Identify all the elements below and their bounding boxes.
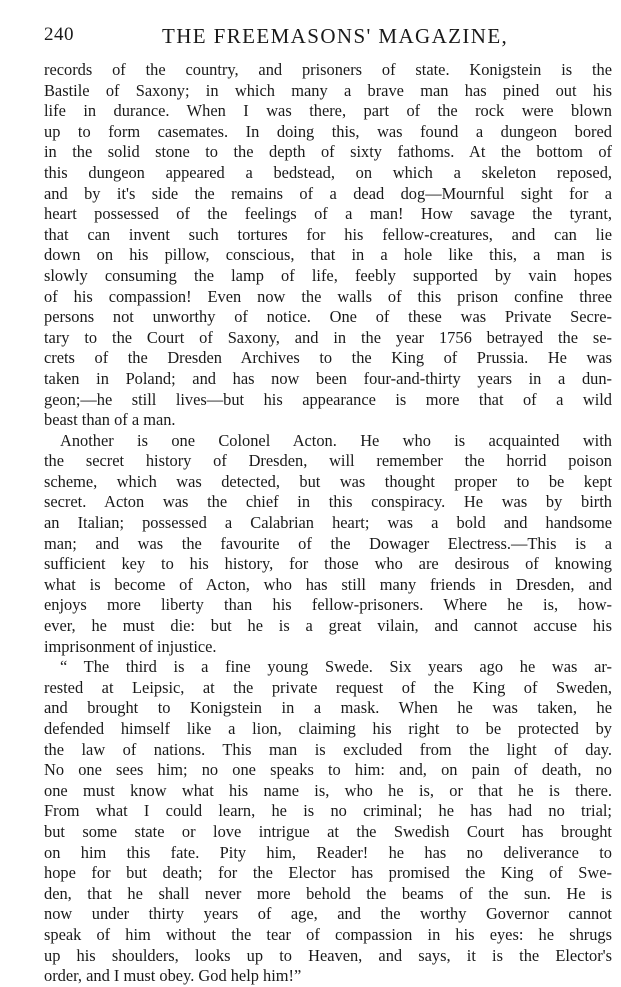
- text-line: but some state or love intrigue at the Swedish Court has brought: [44, 821, 612, 841]
- text-line: den, that he shall never more behold the beams of the sun. He is: [44, 883, 612, 903]
- text-line: tary to the Court of Saxony, and in the year 1756 betrayed the se-: [44, 327, 612, 347]
- text-line: slowly consuming the lamp of life, feebly supported by vain hopes: [44, 265, 612, 285]
- text-line: taken in Poland; and has now been four-and-thirty years in a dun-: [44, 368, 612, 388]
- text-line: up his shoulders, looks up to Heaven, and says, it is the Elector's: [44, 945, 612, 965]
- text-line: beast than of a man.: [44, 410, 176, 430]
- text-line: what is become of Acton, who has still many friends in Dresden, and: [44, 574, 612, 594]
- text-line: of his compassion! Even now the walls of this prison confine three: [44, 286, 612, 306]
- text-line: one must know what his name is, who he is, or that he is there.: [44, 780, 612, 800]
- text-line: the law of nations. This man is excluded from the light of day.: [44, 739, 612, 759]
- article-body: [44, 60, 612, 987]
- text-line: order, and I must obey. God help him!”: [44, 966, 302, 986]
- text-line: and by it's side the remains of a dead dog—Mournful sight for a: [44, 183, 612, 203]
- text-line: “ The third is a fine young Swede. Six years ago he was ar-: [60, 657, 612, 677]
- text-line: geon;—he still lives—but his appearance is more that of a wild: [44, 389, 612, 409]
- text-line: and brought to Konigstein in a mask. When he was taken, he: [44, 698, 612, 718]
- text-line: up to form casemates. In doing this, was found a dungeon bored: [44, 121, 612, 141]
- text-line: this dungeon appeared a bedstead, on which a skeleton reposed,: [44, 162, 612, 182]
- running-head: [44, 22, 612, 56]
- text-line: imprisonment of injustice.: [44, 636, 217, 656]
- text-line: defended himself like a lion, claiming his right to be protected by: [44, 719, 612, 738]
- text-line: hope for but death; for the Elector has promised the King of Swe-: [44, 863, 612, 883]
- text-line: in the solid stone to the depth of sixty fathoms. At the bottom of: [44, 142, 612, 162]
- page-number: 240: [44, 24, 74, 45]
- text-line: life in durance. When I was there, part of the rock were blown: [44, 101, 612, 121]
- text-line: crets of the Dresden Archives to the King of Prussia. He was: [44, 348, 612, 368]
- text-line: records of the country, and prisoners of state. Konigstein is the: [44, 60, 612, 79]
- text-line: Bastile of Saxony; in which many a brave man has pined out his: [44, 80, 612, 100]
- text-line: persons not unworthy of notice. One of these was Private Secre-: [44, 307, 612, 327]
- text-line: the secret history of Dresden, will remember the horrid poison: [44, 451, 612, 471]
- text-line: speak of him without the tear of compassion in his eyes: he shrugs: [44, 924, 612, 944]
- text-line: an Italian; possessed a Calabrian heart; was a bold and handsome: [44, 513, 612, 533]
- text-line: secret. Acton was the chief in this conspiracy. He was by birth: [44, 492, 612, 512]
- text-line: man; and was the favourite of the Dowager Electress.—This is a: [44, 533, 612, 553]
- text-line: enjoys more liberty than his fellow-prisoners. Where he is, how-: [44, 595, 612, 615]
- text-line: scheme, which was detected, but was thought proper to be kept: [44, 471, 612, 491]
- text-line: heart possessed of the feelings of a man! How savage the tyrant,: [44, 204, 612, 224]
- text-line: down on his pillow, conscious, that in a hole like this, a man is: [44, 245, 612, 265]
- text-line: on him this fate. Pity him, Reader! he has no deliverance to: [44, 842, 612, 862]
- text-line: that can invent such tortures for his fellow-creatures, and can lie: [44, 224, 612, 244]
- text-line: ever, he must die: but he is a great vilain, and cannot accuse his: [44, 616, 612, 636]
- text-line: sufficient key to his history, for those who are desirous of knowing: [44, 554, 612, 574]
- text-line: Another is one Colonel Acton. He who is acquainted with: [60, 430, 612, 450]
- text-line: rested at Leipsic, at the private request of the King of Sweden,: [44, 677, 612, 697]
- text-line: now under thirty years of age, and the worthy Governor cannot: [44, 904, 612, 924]
- text-line: From what I could learn, he is no criminal; he has had no trial;: [44, 801, 612, 821]
- magazine-page: [44, 22, 612, 986]
- journal-title: THE FREEMASONS' MAGAZINE,: [162, 24, 509, 48]
- text-line: No one sees him; no one speaks to him: and, on pain of death, no: [44, 760, 612, 780]
